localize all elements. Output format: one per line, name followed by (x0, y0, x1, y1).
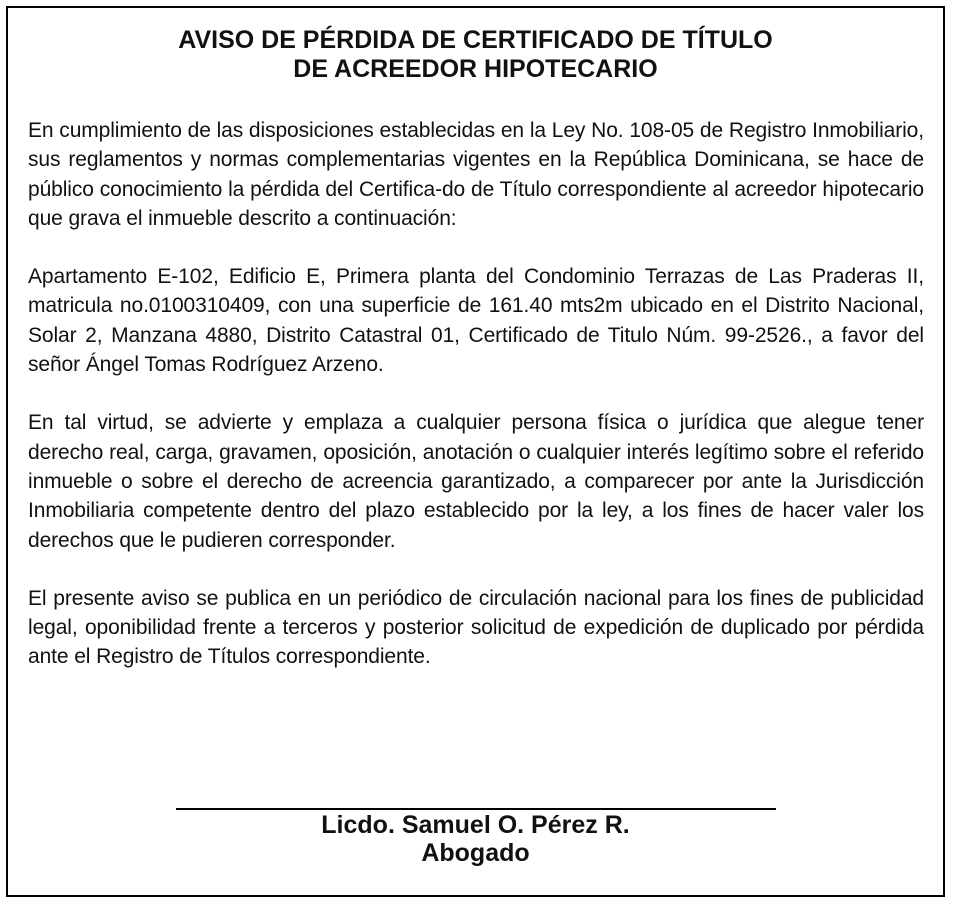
notice-body (28, 116, 924, 701)
signatory-name: Licdo. Samuel O. Pérez R. (321, 811, 630, 839)
title-line-1: AVISO DE PÉRDIDA DE CERTIFICADO DE TÍTULO (178, 26, 773, 54)
paragraph-publication: El presente aviso se publica en un periódico de circulación nacional para los fines de publicidad legal, oponibilidad frente a terceros y posterior solicitud de expedición de duplicado por pérdida ante el Registro de Títulos correspondiente. (28, 586, 924, 669)
paragraph-legal-basis: En cumplimiento de las disposiciones establecidas en la Ley No. 108-05 de Registro Inmobiliario, sus reglamentos y normas complementarias vigentes en la República Dominicana, se hace de público conocimiento la pérdida del Certifica-do de Título correspondiente al acreedor hipotecario que grava el inmueble descrito a continuación: (28, 119, 924, 230)
paragraph-property-description: Apartamento E-102, Edificio E, Primera planta del Condominio Terrazas de Las Praderas II, matricula no.0100310409, con una superficie de 161.40 mts2m ubicado en el Distrito Nacional, Solar 2, Manzana 4880, Distrito Catastral 01, Certificado de Titulo Núm. 99-2526., a favor del señor Ángel Tomas Rodríguez Arzeno. (28, 265, 924, 377)
signature-line (176, 808, 776, 810)
signatory-role: Abogado (421, 839, 530, 867)
paragraph-summons: En tal virtud, se advierte y emplaza a cualquier persona física o jurídica que alegue tener derecho real, carga, gravamen, oposición, anotación o cualquier interés legítimo sobre el referido inmueble o sobre el derecho de acreencia garantizado, a comparecer por ante la Jurisdicción Inmobiliaria competente dentro del plazo establecido por la ley, a los fines de hacer valer los derechos que le pudieren corresponder. (28, 411, 924, 552)
legal-notice-box (6, 6, 945, 897)
notice-title (8, 26, 943, 84)
title-line-2: DE ACREEDOR HIPOTECARIO (293, 55, 658, 83)
